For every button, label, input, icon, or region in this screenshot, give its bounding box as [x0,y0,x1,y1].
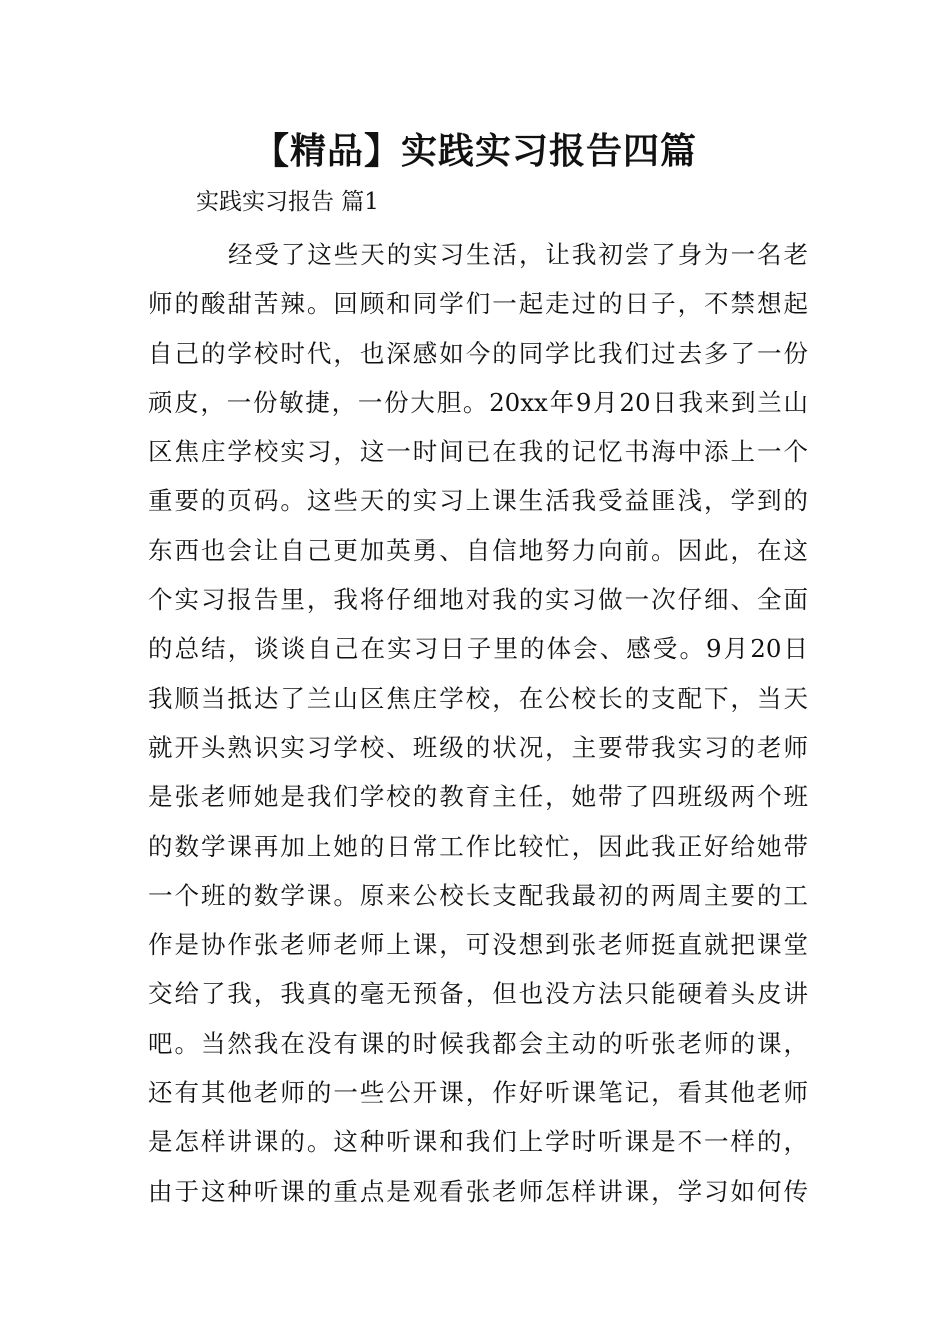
body-line: 顽皮，一份敏捷，一份大胆。20xx年9月20日我来到兰山 [148,387,808,417]
body-line: 是怎样讲课的。这种听课和我们上学时听课是不一样的， [148,1127,808,1157]
body-line: 区焦庄学校实习，这一时间已在我的记忆书海中添上一个 [148,437,808,467]
body-line: 交给了我，我真的毫无预备，但也没方法只能硬着头皮讲 [148,979,808,1009]
document-title: 【精品】实践实习报告四篇 [252,131,697,172]
body-line: 个实习报告里，我将仔细地对我的实习做一次仔细、全面 [148,585,808,615]
body-line: 的数学课再加上她的日常工作比较忙，因此我正好给她带 [148,831,808,861]
body-line: 作是协作张老师老师上课，可没想到张老师挺直就把课堂 [148,930,808,960]
body-line: 自己的学校时代，也深感如今的同学比我们过去多了一份 [148,338,808,368]
body-line: 我顺当抵达了兰山区焦庄学校，在公校长的支配下，当天 [148,683,808,713]
body-line: 还有其他老师的一些公开课，作好听课笔记，看其他老师 [148,1078,808,1108]
body-line: 经受了这些天的实习生活，让我初尝了身为一名老 [228,240,808,269]
body-line: 重要的页码。这些天的实习上课生活我受益匪浅，学到的 [148,486,808,516]
body-line: 师的酸甜苦辣。回顾和同学们一起走过的日子，不禁想起 [148,289,808,319]
body-line: 一个班的数学课。原来公校长支配我最初的两周主要的工 [148,880,808,910]
body-text [148,230,808,1216]
body-line: 是张老师她是我们学校的教育主任，她带了四班级两个班 [148,782,808,812]
body-line: 就开头熟识实习学校、班级的状况，主要带我实习的老师 [148,732,808,762]
body-line: 的总结，谈谈自己在实习日子里的体会、感受。9月20日 [148,634,808,664]
body-line: 吧。当然我在没有课的时候我都会主动的听张老师的课， [148,1028,808,1058]
section-heading: 实践实习报告 篇1 [196,189,379,215]
body-line: 东西也会让自己更加英勇、自信地努力向前。因此，在这 [148,535,808,565]
body-line: 由于这种听课的重点是观看张老师怎样讲课，学习如何传 [148,1176,808,1206]
